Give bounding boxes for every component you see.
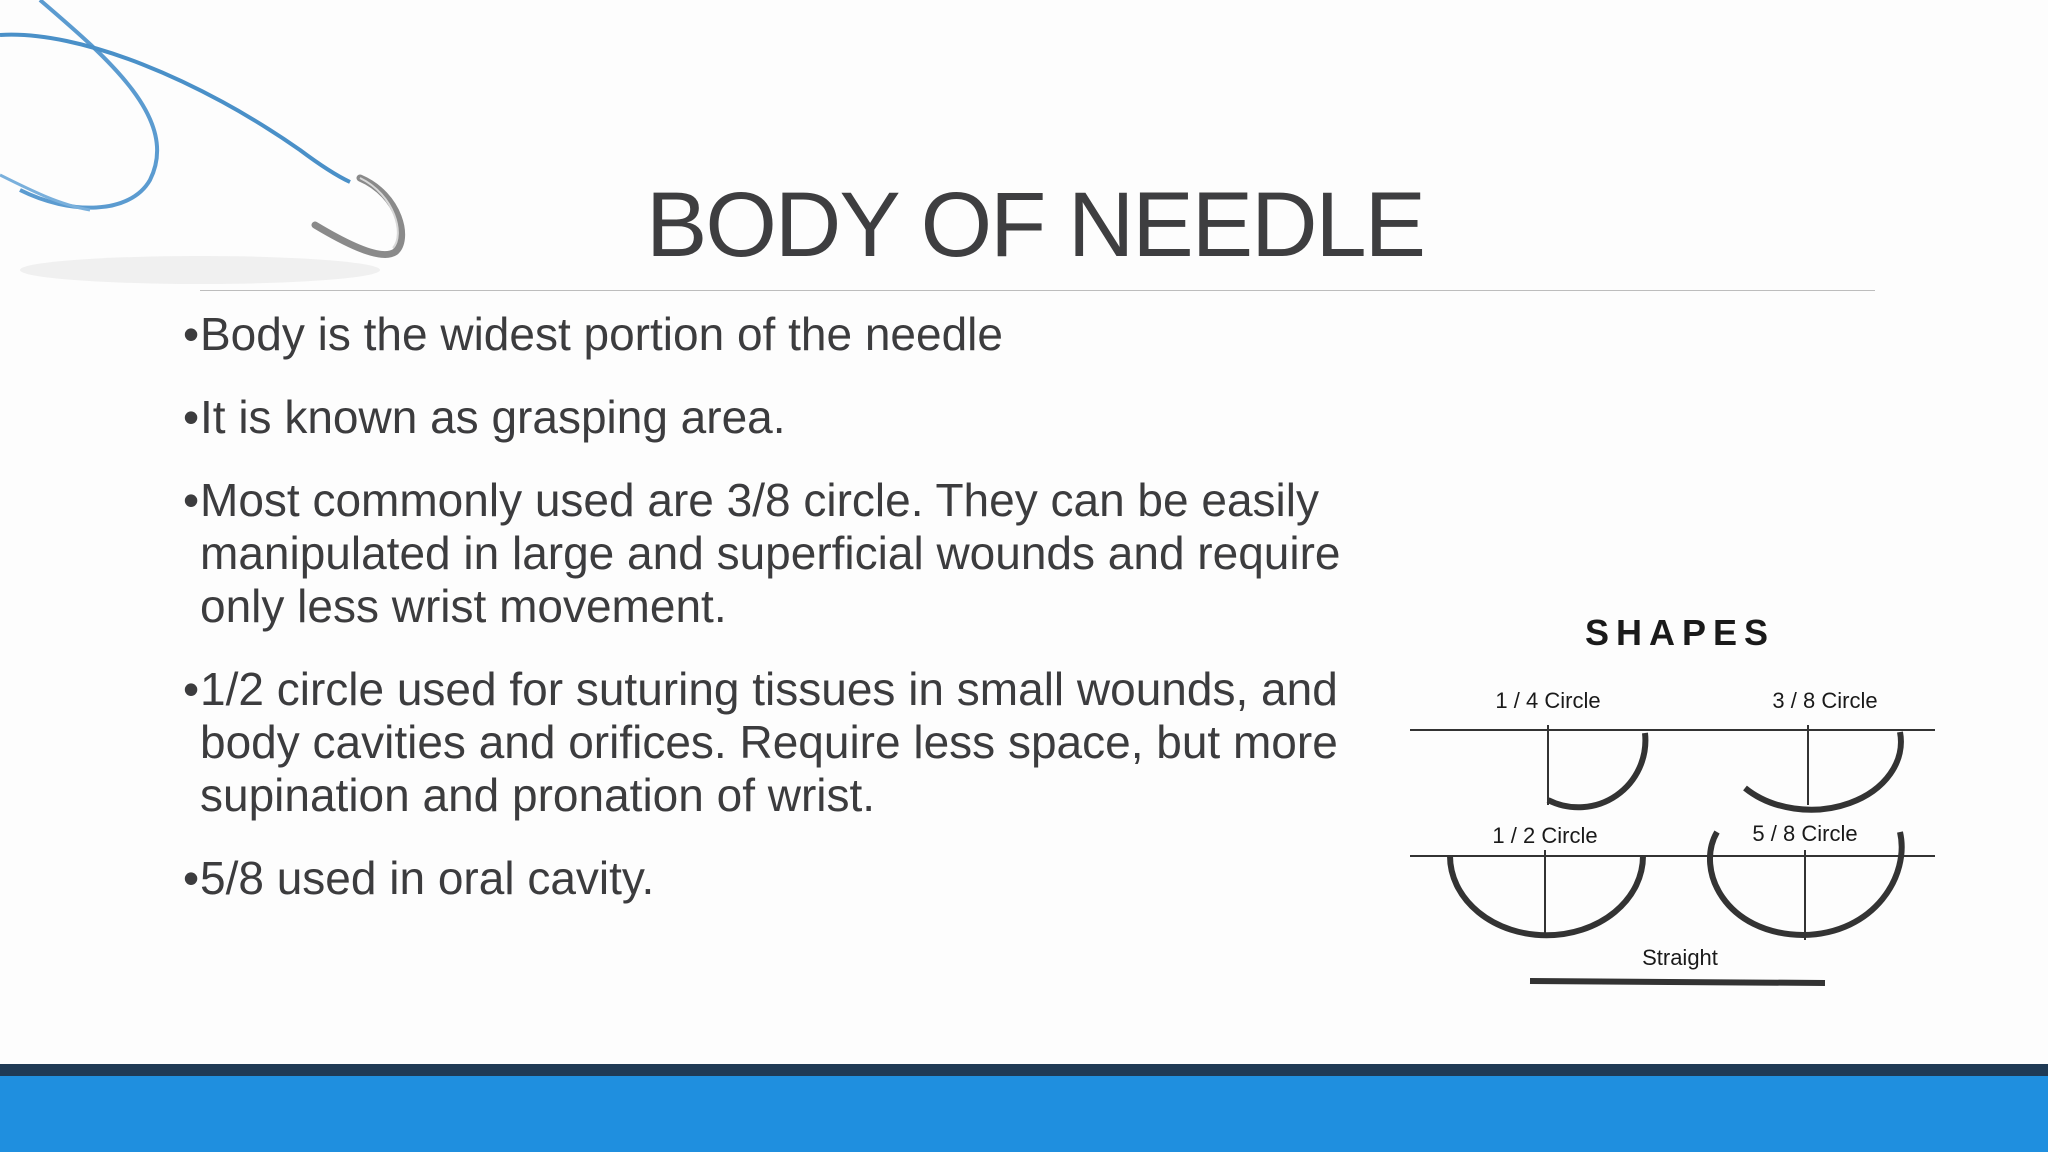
bullet-list <box>183 308 1393 935</box>
bullet-item: • Most commonly used are 3/8 circle. They can be easily manipulated in large and superficial wounds and require only less wrist movement. <box>183 474 1393 633</box>
bullet-item: • 1/2 circle used for suturing tissues in small wounds, and body cavities and orifices. Require less space, but more supination and pronation of wrist. <box>183 663 1393 822</box>
quarter-circle-label: 1 / 4 Circle <box>1495 688 1601 713</box>
needle-shapes-figure <box>1405 600 1945 1000</box>
title-divider <box>200 290 1875 291</box>
bullet-item: • 5/8 used in oral cavity. <box>183 852 1393 905</box>
quarter-circle-needle <box>1548 733 1645 807</box>
bullet-item: • It is known as grasping area. <box>183 391 1393 444</box>
straight-label: Straight <box>1642 945 1718 970</box>
lower-shapes <box>1410 832 1935 940</box>
half-circle-label: 1 / 2 Circle <box>1492 823 1598 848</box>
footer-dark-band <box>0 1064 2048 1076</box>
half-circle-needle <box>1450 856 1643 935</box>
straight-needle <box>1530 981 1825 983</box>
footer-blue-band <box>0 1076 2048 1152</box>
figure-heading: SHAPES <box>1584 612 1776 653</box>
three-eighths-circle-label: 3 / 8 Circle <box>1772 688 1878 713</box>
bullet-item: • Body is the widest portion of the needle <box>183 308 1393 361</box>
three-eighths-circle-needle <box>1745 732 1901 810</box>
five-eighths-circle-label: 5 / 8 Circle <box>1752 821 1858 846</box>
slide-title: BODY OF NEEDLE <box>645 174 1425 276</box>
upper-shapes <box>1410 725 1935 810</box>
